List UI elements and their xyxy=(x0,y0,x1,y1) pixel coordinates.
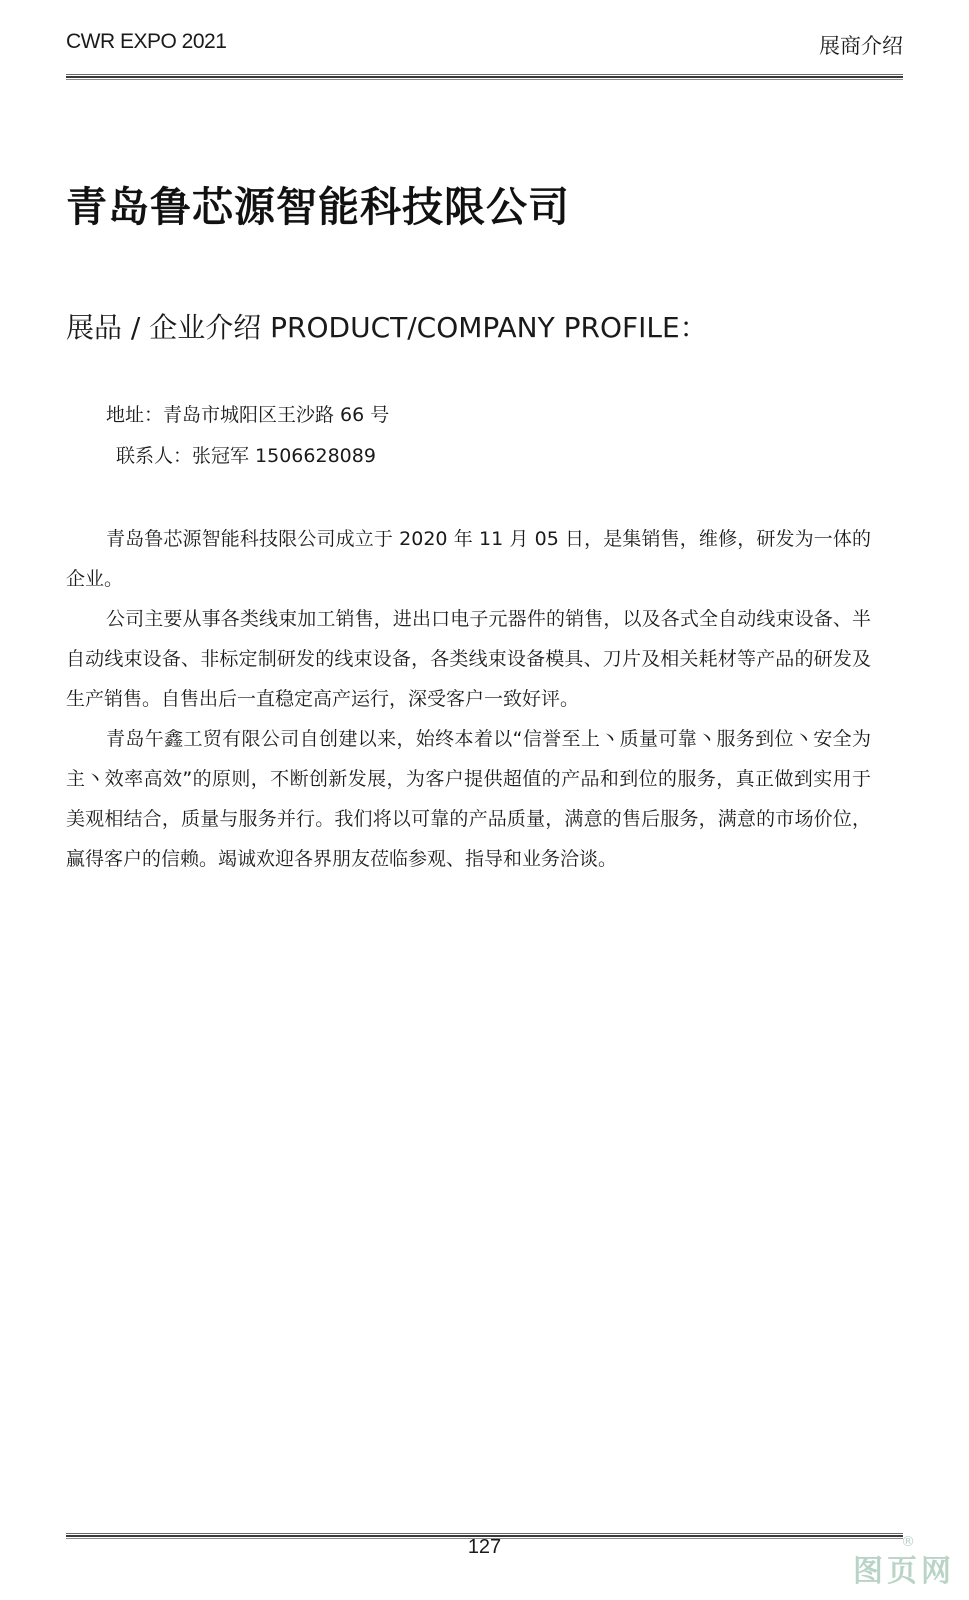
registered-mark-icon: ® xyxy=(901,1534,915,1550)
company-title: 青岛鲁芯源智能科技限公司 xyxy=(66,183,570,231)
page-header xyxy=(66,26,903,66)
header-section-label: 展商介绍 xyxy=(819,34,903,58)
header-expo-title: CWR EXPO 2021 xyxy=(66,30,227,53)
watermark-logo xyxy=(843,1534,955,1590)
page-number: 127 xyxy=(467,1536,502,1558)
watermark-text: 图页网 xyxy=(853,1554,955,1589)
description-paragraph: 青岛鲁芯源智能科技限公司成立于 2020 年 11 月 05 日，是集销售，维修，研发为一体的企业。 xyxy=(66,528,871,590)
contact-person: 联系人：张冠军 1506628089 xyxy=(116,445,376,467)
description-paragraph: 青岛午鑫工贸有限公司自创建以来，始终本着以“信誉至上丶质量可靠丶服务到位丶安全为主丶效率高效”的原则，不断创新发展，为客户提供超值的产品和到位的服务，真正做到实用于美观相结合，质量与服务并行。我们将以可靠的产品质量，满意的售后服务，满意的市场价位，赢得客户的信赖。竭诚欢迎各界朋友莅临参观、指导和业务洽谈。 xyxy=(66,728,871,870)
contact-address: 地址：青岛市城阳区王沙路 66 号 xyxy=(106,404,390,426)
company-description xyxy=(66,519,871,879)
description-paragraph: 公司主要从事各类线束加工销售，进出口电子元器件的销售，以及各式全自动线束设备、半自动线束设备、非标定制研发的线束设备，各类线束设备模具、刀片及相关耗材等产品的研发及生产销售。自售出后一直稳定高产运行，深受客户一致好评。 xyxy=(66,608,871,710)
section-heading: 展品 / 企业介绍 PRODUCT/COMPANY PROFILE： xyxy=(66,311,708,344)
